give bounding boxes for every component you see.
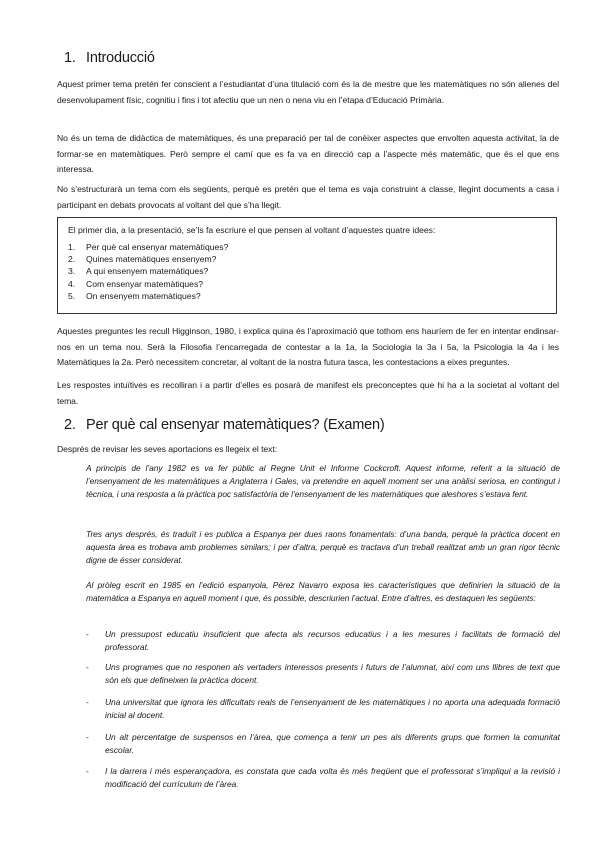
section-1-heading [64, 50, 155, 66]
section-1-number: 1. [64, 50, 76, 66]
question-text: Com ensenyar matemàtiques? [86, 278, 204, 289]
question-text: Quines matemàtiques ensenyem? [86, 254, 217, 265]
bullet-text: Un pressupost educatiu insuficient que afecta als recursos educatius i a les mesures i facilitats de formació del professorat. [105, 629, 560, 653]
higginson-paragraph: Aquestes preguntes les recull Higginson, 1980, i explica quina és l’aproximació que tothom ens hauríem de fer en intentar endinsar-nos en un tema nou. Serà la Filosofia l’encarregada de contestar a la 1a, la Sociologia la 3a i 5a, la Psicologia la 4a i les Matemàtiques la 2a. Però necessitem concretar, al voltant de la nostra futura tasca, les contestacions a eixes preguntes. [57, 326, 559, 368]
question-text: A qui ensenyem matemàtiques? [86, 266, 209, 277]
section-2-title: Per què cal ensenyar matemàtiques? (Examen) [86, 417, 385, 433]
section-2-lead: Després de revisar les seves aportacions es llegeix el text: [57, 444, 278, 454]
intro-paragraph-2: No és un tema de didàctica de matemàtiques, és una preparació per tal de conèixer aspectes que envolten aquesta activitat, la de formar-se en matemàtiques. Però sempre el camí que es fa va en direcció cap a l’aspecte més matemàtic, que és el que ens interessa. [57, 133, 559, 175]
intro-paragraph-1: Aquest primer tema pretén fer conscient a l’estudiantat d’una titulació com és la de mestre que les matemàtiques no són alienes del desenvolupament físic, cognitiu i fins i tot afectiu que un nen o nena viu en l’etapa d’Educació Primària. [57, 79, 559, 105]
section-1-title: Introducció [86, 50, 155, 66]
responses-paragraph: Les respostes intuïtives es recolliran i a partir d’elles es posarà de manifest els preconceptes que hi ha a la societat al voltant del tema. [57, 380, 559, 406]
question-number: 5. [68, 290, 76, 301]
question-item [68, 241, 546, 253]
question-number: 2. [68, 254, 76, 265]
question-item [68, 278, 546, 290]
bullet-text: I la darrera i més esperançadora, es constata que cada volta és més freqüent que el professorat s’impliqui a la revisió i modificació del currículum de l’àrea. [105, 766, 560, 790]
section-2-number: 2. [64, 417, 76, 433]
bullet-item-4 [86, 731, 560, 757]
section-2-heading [64, 417, 384, 433]
question-number: 4. [68, 278, 76, 289]
bullet-item-3 [86, 696, 560, 722]
bullet-text: Una universitat que ignora les dificultats reals de l’ensenyament de les matemàtiques i no aporta una adequada formació inicial al docent. [105, 697, 560, 721]
bullet-dash: - [86, 732, 89, 742]
bullet-dash: - [86, 766, 89, 776]
question-text: Per què cal ensenyar matemàtiques? [86, 242, 229, 252]
quote-paragraph-2: Tres anys després, és traduït i es publica a Espanya per dues raons fonamentals: d’una banda, perquè la pràctica docent en aquesta àrea es trobava amb problemes similars; i per d’altra, perquè es tractava d’un treball realitzat amb un gran rigor tècnic digne de ésser considerat. [86, 529, 560, 566]
question-text: On ensenyem matemàtiques? [86, 290, 201, 301]
question-item [68, 253, 546, 265]
question-item [68, 290, 546, 302]
questions-box-intro: El primer dia, a la presentació, se’ls fa escriure el que pensen al voltant d’aquestes quatre idees: [68, 225, 436, 235]
bullet-item-5 [86, 765, 560, 791]
bullet-text: Uns programes que no responen als vertaders interessos presents i futurs de l’alumnat, així com uns llibres de text que són els que defineixen la pràctica docent. [105, 662, 560, 686]
quote-paragraph-3: Al pròleg escrit en 1985 en l’edició espanyola, Pérez Navarro exposa les característiques que definirien la situació de la matemàtica a Espanya en aquell moment i que, és possible, descriurien l’actual. Entre d’altres, es destaquen les següents: [86, 580, 560, 604]
questions-box [57, 217, 557, 314]
quote-paragraph-1: A principis de l’any 1982 es va fer públic al Regne Unit el Informe Cockcroft. Aquest informe, referit a la situació de l’ensenyament de les matemàtiques a Anglaterra i Gales, va pretendre en aquell moment ser una anàlisi seriosa, en contingut i tècnica, i una resposta a la pràctica poc satisfactòria de l’ensenyament de les matemàtiques que aleshores s’estava fent. [86, 463, 560, 500]
bullet-item-1 [86, 628, 560, 654]
question-number: 1. [68, 242, 76, 252]
questions-list [68, 241, 546, 302]
bullet-item-2 [86, 661, 560, 687]
bullet-dash: - [86, 697, 89, 707]
question-item [68, 265, 546, 277]
question-number: 3. [68, 266, 76, 277]
intro-paragraph-3: No s’estructurarà un tema com els següents, perquè es pretén que el tema es vaja construint a classe, llegint documents a casa i participant en debats provocats al voltant del que s’ha llegit. [57, 184, 559, 210]
bullet-dash: - [86, 629, 89, 639]
bullet-dash: - [86, 662, 89, 672]
bullet-text: Un alt percentatge de suspensos en l’àrea, que comença a tenir un pes als diferents grups que formen la comunitat escolar. [105, 732, 560, 756]
